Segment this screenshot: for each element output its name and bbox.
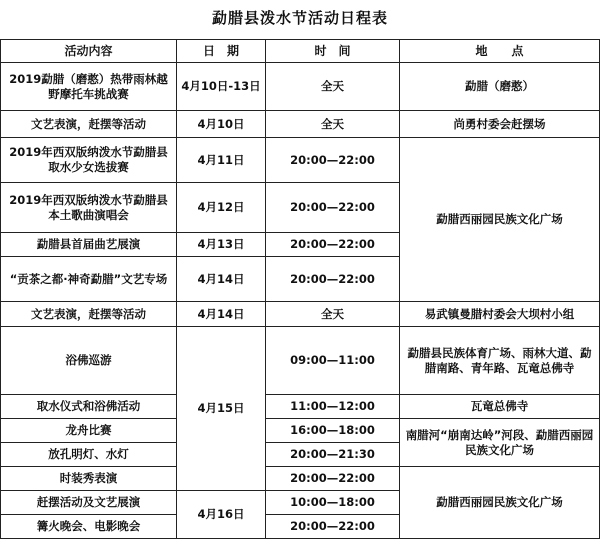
header-place: 地 点 — [400, 40, 600, 63]
place-cell: 易武镇曼腊村委会大坝村小组 — [400, 302, 600, 327]
content-cell: 文艺表演，赶摆等活动 — [1, 111, 177, 138]
header-date: 日 期 — [177, 40, 266, 63]
time-cell: 20:00—22:00 — [266, 183, 400, 233]
date-cell: 4月13日 — [177, 233, 266, 257]
content-cell: 2019年西双版纳泼水节勐腊县取水少女选拔赛 — [1, 138, 177, 183]
time-cell: 10:00—18:00 — [266, 491, 400, 515]
date-cell: 4月16日 — [177, 491, 266, 539]
place-cell: 尚勇村委会赶摆场 — [400, 111, 600, 138]
content-cell: 篝火晚会、电影晚会 — [1, 515, 177, 539]
time-cell: 全天 — [266, 63, 400, 111]
content-cell: 勐腊县首届曲艺展演 — [1, 233, 177, 257]
table-row — [1, 63, 600, 111]
table-row — [1, 467, 600, 491]
time-cell: 20:00—22:00 — [266, 257, 400, 302]
place-cell: 勐腊西丽园民族文化广场 — [400, 138, 600, 302]
page-title: 勐腊县泼水节活动日程表 — [211, 9, 388, 27]
content-cell: 放孔明灯、水灯 — [1, 443, 177, 467]
table-row — [1, 302, 600, 327]
place-cell: 瓦竜总佛寺 — [400, 395, 600, 419]
time-cell: 全天 — [266, 302, 400, 327]
date-cell: 4月10日-13日 — [177, 63, 266, 111]
content-cell: 取水仪式和浴佛活动 — [1, 395, 177, 419]
time-cell: 20:00—22:00 — [266, 467, 400, 491]
time-cell: 20:00—22:00 — [266, 138, 400, 183]
place-cell: 勐腊县民族体育广场、雨林大道、勐腊南路、青年路、瓦竜总佛寺 — [400, 327, 600, 395]
table-row — [1, 419, 600, 443]
table-row — [1, 138, 600, 183]
table-row — [1, 111, 600, 138]
time-cell: 20:00—22:00 — [266, 233, 400, 257]
date-cell: 4月14日 — [177, 257, 266, 302]
content-cell: 文艺表演，赶摆等活动 — [1, 302, 177, 327]
table-row — [1, 327, 600, 395]
content-cell: 2019年西双版纳泼水节勐腊县本土歌曲演唱会 — [1, 183, 177, 233]
date-cell: 4月14日 — [177, 302, 266, 327]
time-cell: 20:00—22:00 — [266, 515, 400, 539]
time-cell: 20:00—21:30 — [266, 443, 400, 467]
date-cell: 4月11日 — [177, 138, 266, 183]
header-row — [1, 40, 600, 63]
content-cell: 龙舟比赛 — [1, 419, 177, 443]
place-cell: 勐腊西丽园民族文化广场 — [400, 467, 600, 539]
schedule-table — [0, 39, 600, 539]
content-cell: 2019勐腊（磨憨）热带雨林越野摩托车挑战赛 — [1, 63, 177, 111]
time-cell: 09:00—11:00 — [266, 327, 400, 395]
time-cell: 全天 — [266, 111, 400, 138]
date-cell: 4月15日 — [177, 327, 266, 491]
place-cell: 勐腊（磨憨） — [400, 63, 600, 111]
date-cell: 4月10日 — [177, 111, 266, 138]
date-cell: 4月12日 — [177, 183, 266, 233]
time-cell: 16:00—18:00 — [266, 419, 400, 443]
header-time: 时 间 — [266, 40, 400, 63]
content-cell: “贡茶之都·神奇勐腊”文艺专场 — [1, 257, 177, 302]
content-cell: 时装秀表演 — [1, 467, 177, 491]
time-cell: 11:00—12:00 — [266, 395, 400, 419]
header-content: 活动内容 — [1, 40, 177, 63]
table-row — [1, 395, 600, 419]
content-cell: 浴佛巡游 — [1, 327, 177, 395]
content-cell: 赶摆活动及文艺展演 — [1, 491, 177, 515]
place-cell: 南腊河“崩南达岭”河段、勐腊西丽园民族文化广场 — [400, 419, 600, 467]
